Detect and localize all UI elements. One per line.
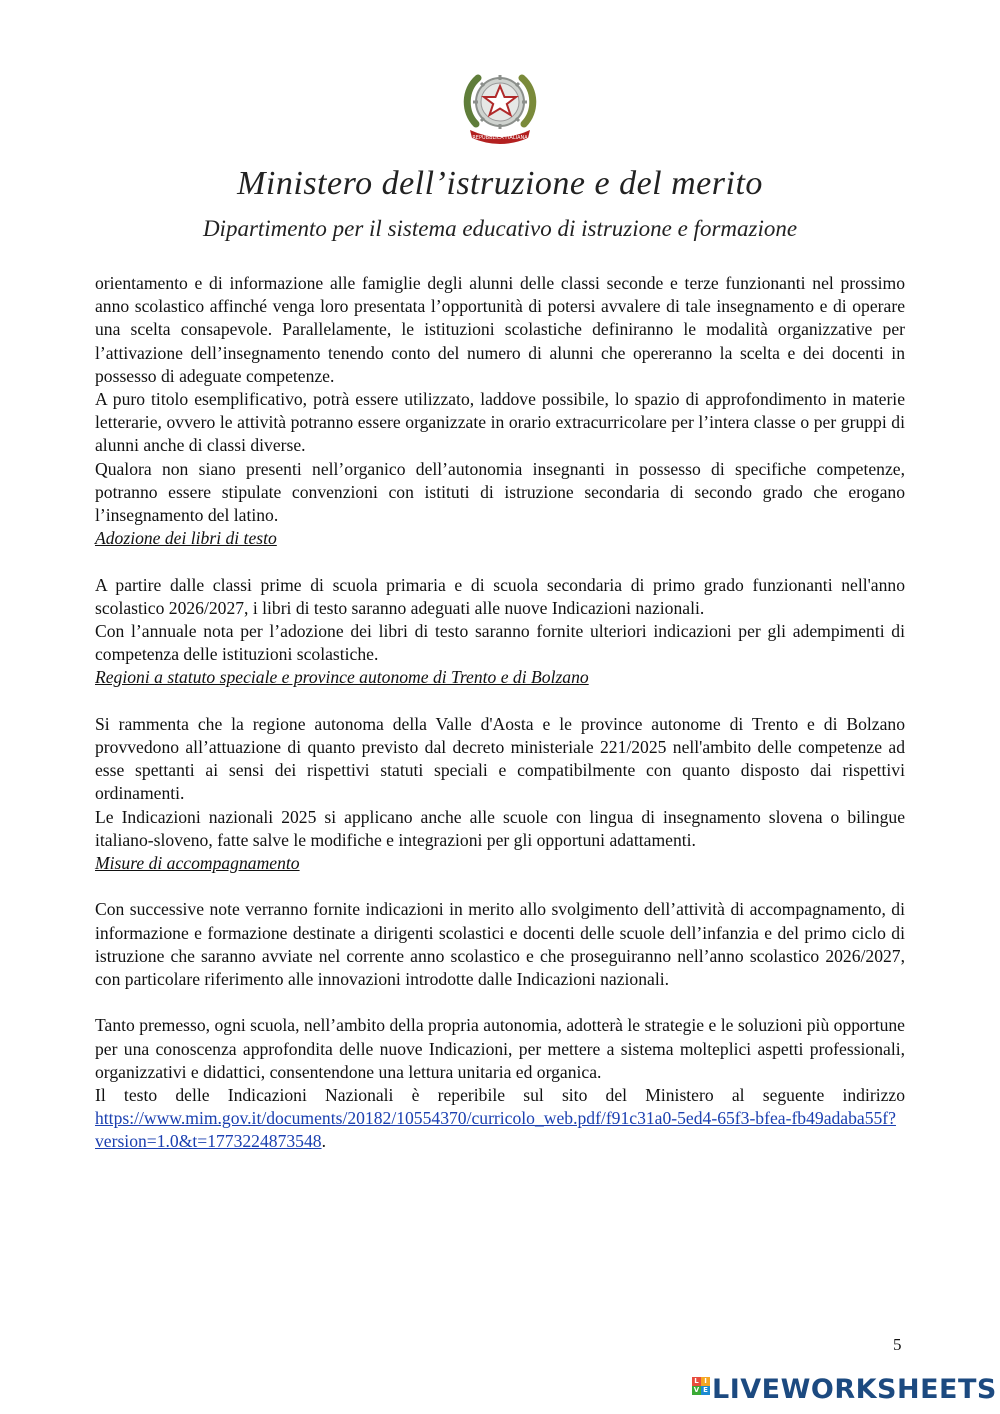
section-heading-adozione: Adozione dei libri di testo	[95, 528, 277, 549]
paragraph: orientamento e di informazione alle famiglie degli alunni delle classi seconde e terze funzionanti nel prossimo anno scolastico affinché venga loro presentata l’opportunità di potersi avvalere di tale insegnamento e di operare una scelta consapevole. Parallelamente, le istituzioni scolastiche definiranno le modalità organizzative per l’attivazione dell’insegnamento tenendo conto del numero di alunni che opereranno la scelta e dei docenti in possesso di adeguate competenze.	[95, 273, 905, 386]
paragraph: A partire dalle classi prime di scuola primaria e di scuola secondaria di primo grado funzionanti nell'anno scolastico 2026/2027, i libri di testo saranno adeguati alle nuove Indicazioni nazionali.	[95, 574, 905, 618]
ministry-title: Ministero dell’istruzione e del merito	[237, 165, 763, 202]
logo-letter: E	[701, 1386, 710, 1395]
emblem-ribbon-text: REPUBBLICA ITALIANA	[472, 135, 528, 141]
period: .	[321, 1131, 326, 1152]
section-heading-misure: Misure di accompagnamento	[95, 853, 300, 874]
paragraph: Qualora non siano presenti nell’organico dell’autonomia insegnanti in possesso di specifiche competenze, potranno essere stipulate convenzioni con istituti di istruzione secondaria di secondo grado che erogano l’insegnamento del latino.	[95, 458, 905, 526]
paragraph: Le Indicazioni nazionali 2025 si applicano anche alle scuole con lingua di insegnamento slovena o bilingue italiano-sloveno, fatte salve le modifiche e integrazioni per gli opportuni adattamenti.	[95, 806, 905, 850]
liveworksheets-watermark[interactable]	[692, 1374, 997, 1405]
department-subtitle: Dipartimento per il sistema educativo di istruzione e formazione	[202, 216, 798, 241]
section-heading-regioni: Regioni a statuto speciale e province autonome di Trento e di Bolzano	[95, 667, 589, 688]
document-body	[95, 272, 905, 1154]
paragraph: Con l’annuale nota per l’adozione dei libri di testo saranno fornite ulteriori indicazioni per gli adempimenti di competenza delle istituzioni scolastiche.	[95, 621, 905, 665]
paragraph: Tanto premesso, ogni scuola, nell’ambito della propria autonomia, adotterà le strategie e le soluzioni più opportune per una conoscenza approfondita delle nuove Indicazioni, per mettere a sistema molteplici aspetti professionali, organizzativi e didattici, consentendone una lettura unitaria ed organica.	[95, 1015, 905, 1082]
paragraph: Si rammenta che la regione autonoma della Valle d'Aosta e le province autonome di Trento e di Bolzano provvedono all’attuazione di quanto previsto dal decreto ministeriale 221/2025 nell'ambito delle competenze ad esse spettanti ai sensi dei rispettivi statuti speciali e compatibilmente con quanto disposto dai rispettivi ordinamenti.	[95, 713, 905, 804]
liveworksheets-logo-icon	[692, 1377, 710, 1403]
paragraph: A puro titolo esemplificativo, potrà essere utilizzato, laddove possibile, lo spazio di approfondimento in materie letterarie, ovvero le attività potranno essere organizzate in orario extracurricolare per l’intera classe o per gruppi di alunni anche di classi diverse.	[95, 389, 905, 456]
paragraph: Con successive note verranno fornite indicazioni in merito allo svolgimento dell’attività di accompagnamento, di informazione e formazione destinate a dirigenti scolastici e docenti delle scuole dell’infanzia e del primo ciclo di istruzione che saranno avviate nel corrente anno scolastico e che proseguiranno nell’anno scolastico 2026/2027, con particolare riferimento alle innovazioni introdotte dalle Indicazioni nazionali.	[95, 899, 905, 990]
watermark-text: LIVEWORKSHEETS	[712, 1374, 997, 1405]
paragraph-text: Il testo delle Indicazioni Nazionali è reperibile sul sito del Ministero al seguente indirizzo	[95, 1085, 905, 1106]
page-number: 5	[893, 1335, 902, 1354]
logo-letter: L	[692, 1377, 701, 1386]
emblem-logo	[456, 64, 544, 146]
curricolo-link[interactable]: https://www.mim.gov.it/documents/20182/10554370/curricolo_web.pdf/f91c31a0-5ed4-65f3-bfea-fb49adaba55f?version=1.0&t=1773224873548	[95, 1108, 896, 1152]
paragraph-with-link	[95, 1084, 905, 1154]
logo-letter: I	[701, 1377, 710, 1386]
logo-letter: V	[693, 1385, 700, 1394]
